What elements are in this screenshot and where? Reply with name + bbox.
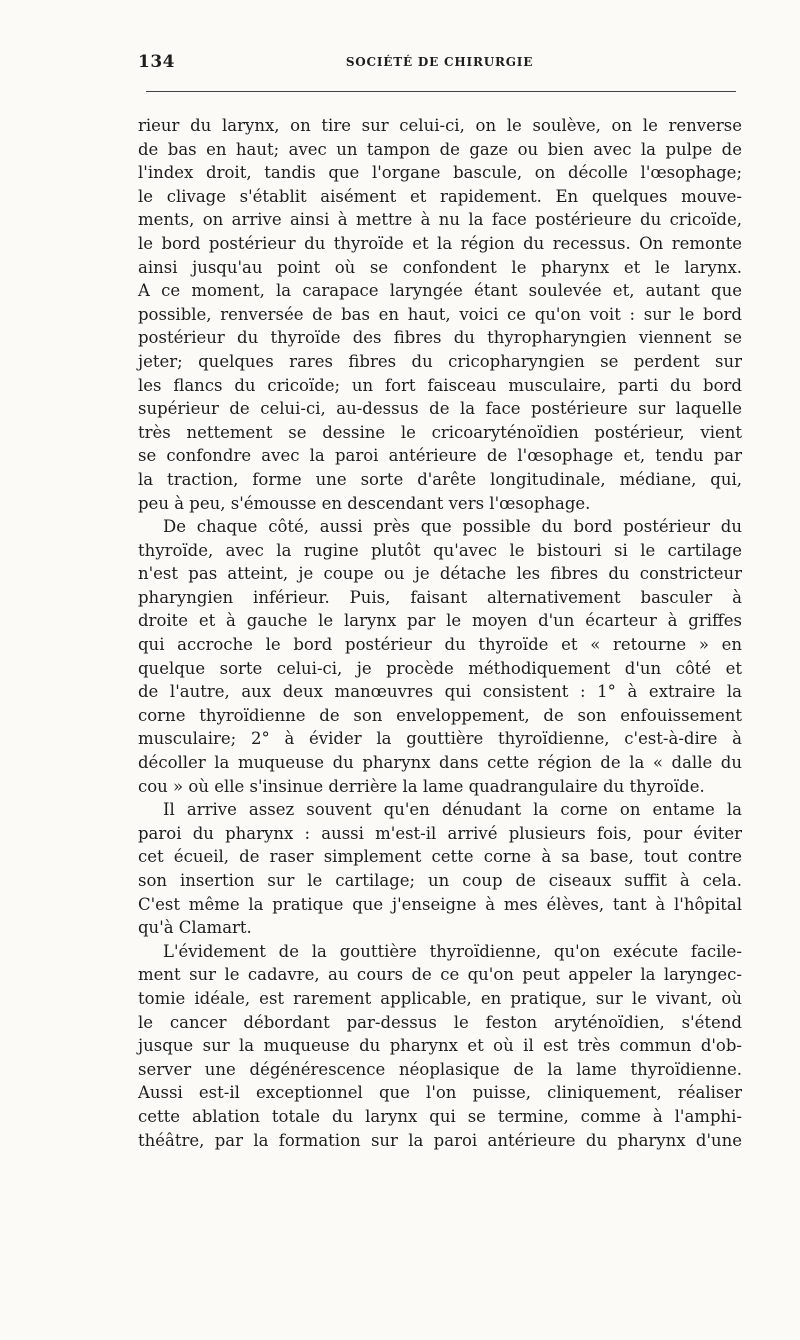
text-line: paroi du pharynx : aussi m'est-il arrivé plusieurs fois, pour éviter xyxy=(138,823,742,843)
text-line: C'est même la pratique que j'enseigne à mes élèves, tant à l'hôpital xyxy=(138,894,742,914)
text-line: musculaire; 2° à évider la gouttière thyroïdienne, c'est-à-dire à xyxy=(138,729,742,749)
running-title: SOCIÉTÉ DE CHIRURGIE xyxy=(345,55,534,69)
text-line: thyroïde, avec la rugine plutôt qu'avec le bistouri si le cartilage xyxy=(138,540,742,560)
text-line: cou » où elle s'insinue derrière la lame quadrangulaire du thyroïde. xyxy=(138,776,705,796)
text-line: n'est pas atteint, je coupe ou je détache les fibres du constricteur xyxy=(138,564,742,584)
text-line: postérieur du thyroïde des fibres du thyropharyngien viennent se xyxy=(138,328,742,348)
text-line: le cancer débordant par-dessus le feston aryténoïdien, s'étend xyxy=(138,1012,742,1032)
text-line: de l'autre, aux deux manœuvres qui consistent : 1° à extraire la xyxy=(138,682,742,702)
text-line: cette ablation totale du larynx qui se termine, comme à l'amphi- xyxy=(138,1106,742,1126)
text-line: se confondre avec la paroi antérieure de l'œsophage et, tendu par xyxy=(138,446,742,466)
text-line: Il arrive assez souvent qu'en dénudant la corne on entame la xyxy=(163,800,742,820)
text-line: corne thyroïdienne de son enveloppement, de son enfouissement xyxy=(138,705,742,725)
body-text xyxy=(138,114,742,1152)
text-line: décoller la muqueuse du pharynx dans cette région de la « dalle du xyxy=(138,753,742,773)
text-line: de bas en haut; avec un tampon de gaze ou bien avec la pulpe de xyxy=(138,139,742,159)
text-line: pharyngien inférieur. Puis, faisant alternativement basculer à xyxy=(138,587,742,607)
text-line: ment sur le cadavre, au cours de ce qu'on peut appeler la laryngec- xyxy=(138,965,742,985)
text-line: L'évidement de la gouttière thyroïdienne, qu'on exécute facile- xyxy=(163,941,742,961)
text-line: tomie idéale, est rarement applicable, en pratique, sur le vivant, où xyxy=(138,988,742,1008)
text-line: la traction, forme une sorte d'arête longitudinale, médiane, qui, xyxy=(138,469,742,489)
text-line: quelque sorte celui-ci, je procède méthodiquement d'un côté et xyxy=(138,658,742,678)
text-line: très nettement se dessine le cricoaryténoïdien postérieur, vient xyxy=(138,422,742,442)
text-line: A ce moment, la carapace laryngée étant soulevée et, autant que xyxy=(138,281,742,301)
text-line: possible, renversée de bas en haut, voici ce qu'on voit : sur le bord xyxy=(138,304,742,324)
text-line: jeter; quelques rares fibres du cricopharyngien se perdent sur xyxy=(138,351,742,371)
text-line: server une dégénérescence néoplasique de la lame thyroïdienne. xyxy=(138,1059,742,1079)
text-line: les flancs du cricoïde; un fort faisceau musculaire, parti du bord xyxy=(138,375,742,395)
page-number: 134 xyxy=(138,52,175,72)
text-line: l'index droit, tandis que l'organe bascule, on décolle l'œsophage; xyxy=(138,163,742,183)
text-line: le clivage s'établit aisément et rapidement. En quelques mouve- xyxy=(138,186,742,206)
text-line: peu à peu, s'émousse en descendant vers l'œsophage. xyxy=(138,493,591,513)
text-line: ments, on arrive ainsi à mettre à nu la face postérieure du cricoïde, xyxy=(138,210,742,230)
text-line: qui accroche le bord postérieur du thyroïde et « retourne » en xyxy=(138,635,742,655)
header-rule xyxy=(146,91,736,92)
text-line: qu'à Clamart. xyxy=(138,918,252,938)
text-line: ainsi jusqu'au point où se confondent le pharynx et le larynx. xyxy=(138,257,742,277)
text-line: le bord postérieur du thyroïde et la région du recessus. On remonte xyxy=(138,233,742,253)
text-line: théâtre, par la formation sur la paroi antérieure du pharynx d'une xyxy=(138,1130,742,1150)
text-line: droite et à gauche le larynx par le moyen d'un écarteur à griffes xyxy=(138,611,742,631)
text-line: jusque sur la muqueuse du pharynx et où il est très commun d'ob- xyxy=(138,1036,742,1056)
text-line: supérieur de celui-ci, au-dessus de la face postérieure sur laquelle xyxy=(138,399,742,419)
text-line: cet écueil, de raser simplement cette corne à sa base, tout contre xyxy=(138,847,742,867)
text-line: son insertion sur le cartilage; un coup de ciseaux suffit à cela. xyxy=(138,871,742,890)
page-header xyxy=(138,52,741,72)
text-line: De chaque côté, aussi près que possible du bord postérieur du xyxy=(163,517,742,537)
text-line: rieur du larynx, on tire sur celui-ci, on le soulève, on le renverse xyxy=(138,116,742,135)
text-line: Aussi est-il exceptionnel que l'on puisse, cliniquement, réaliser xyxy=(138,1083,742,1103)
